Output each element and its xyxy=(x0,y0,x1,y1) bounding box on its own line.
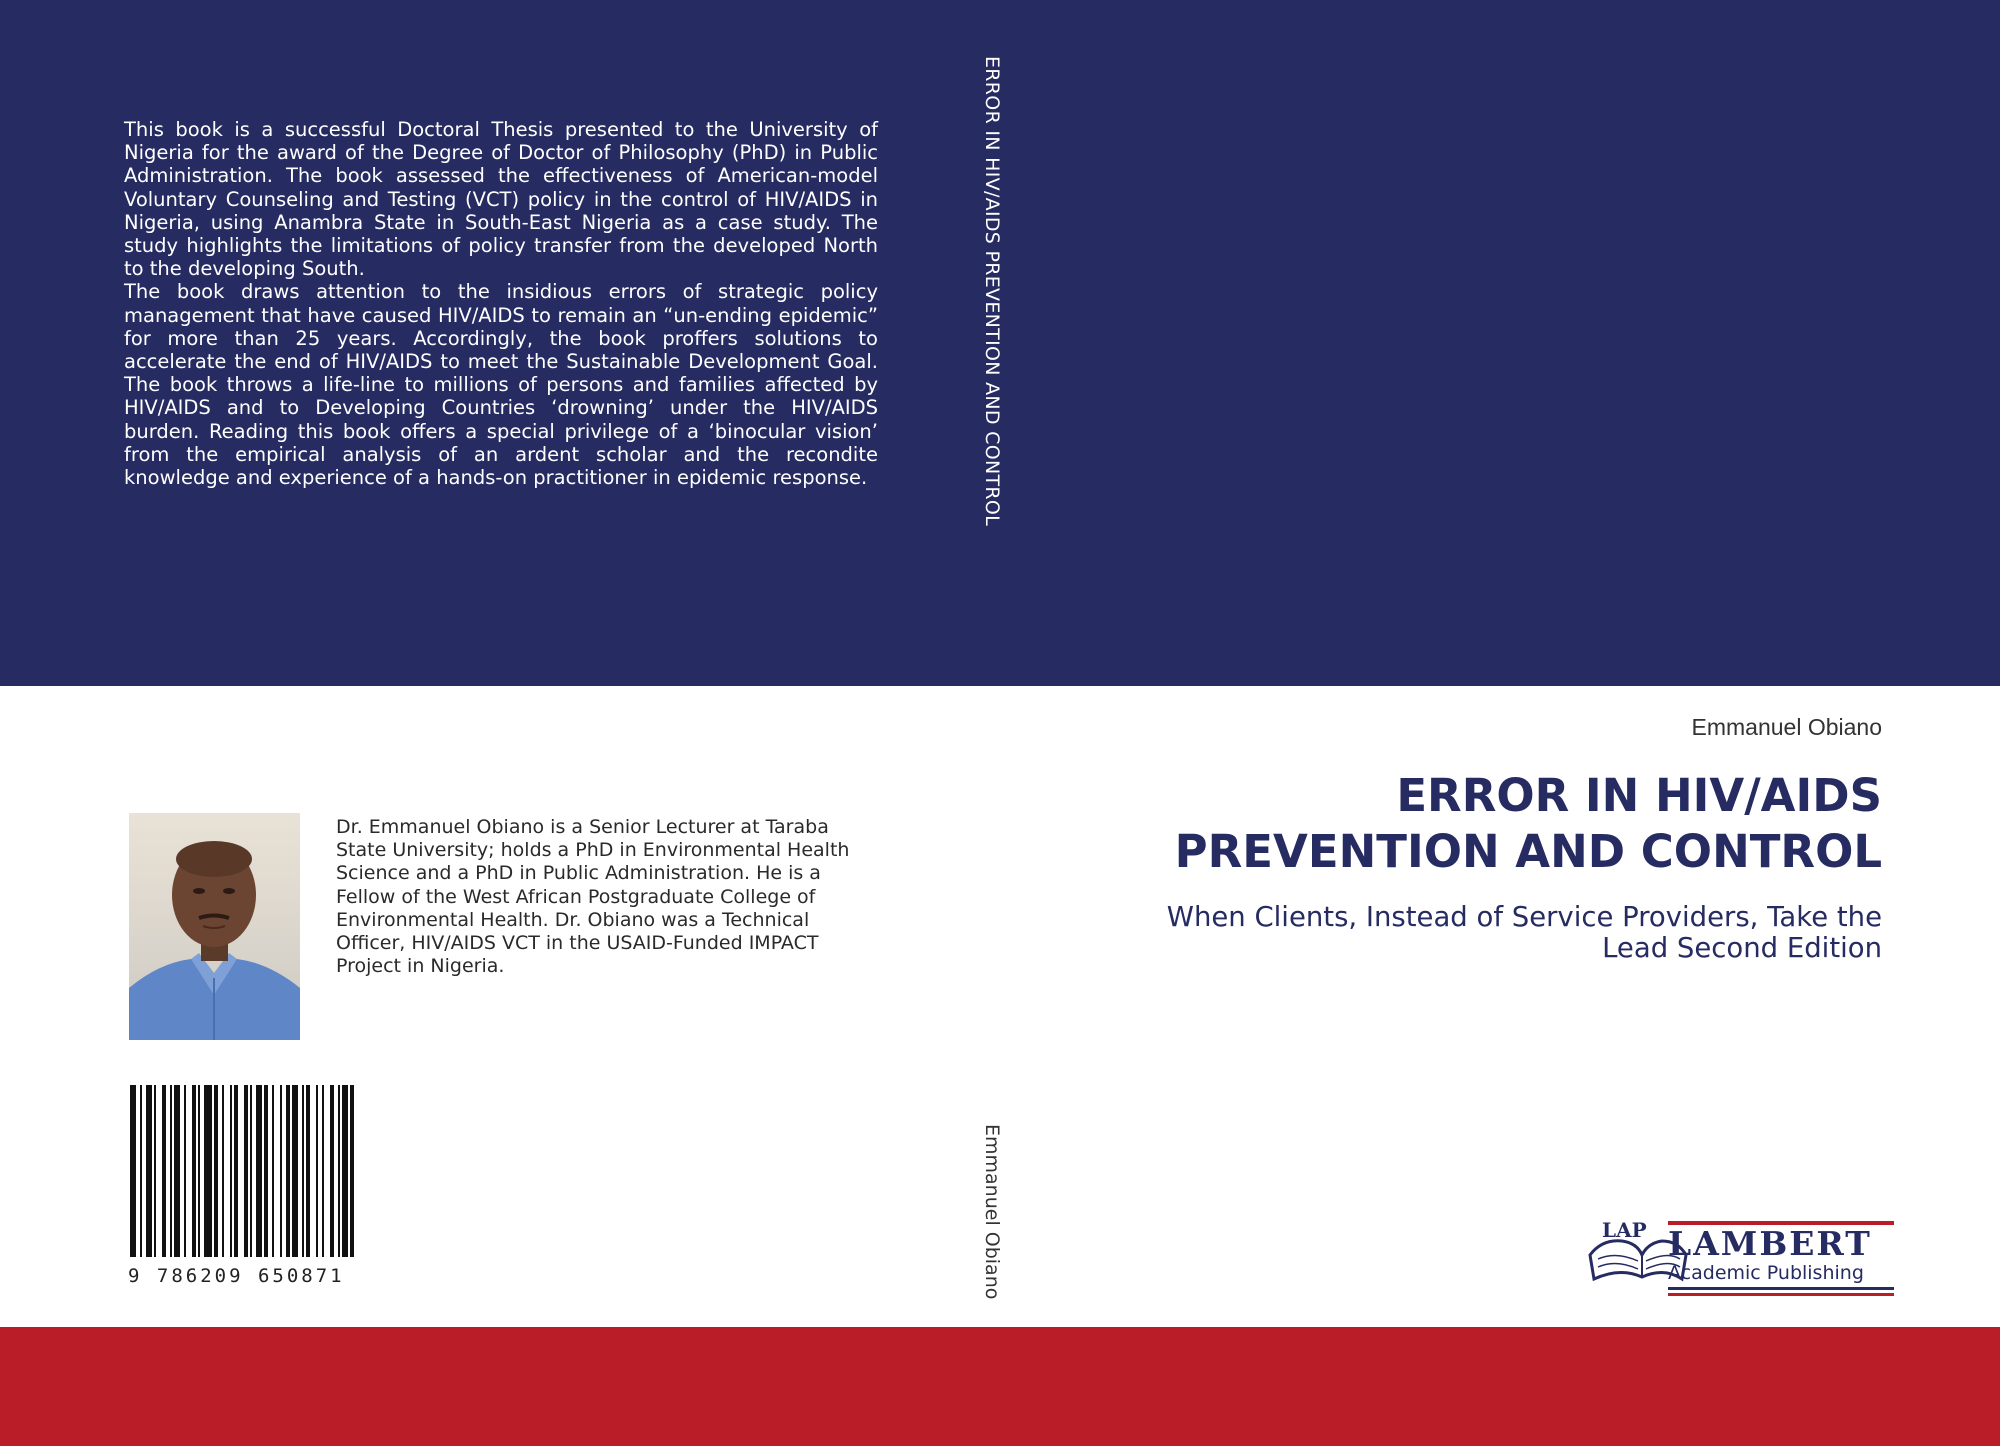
barcode-bar xyxy=(250,1085,252,1257)
back-cover-blurb xyxy=(124,118,878,489)
barcode-bar xyxy=(204,1085,212,1257)
barcode-bar xyxy=(198,1085,200,1257)
book-title xyxy=(1082,768,1882,880)
spine-author: Emmanuel Obiano xyxy=(981,1124,1003,1300)
barcode-bar xyxy=(222,1085,224,1257)
barcode-bar xyxy=(162,1085,166,1257)
book-subtitle-line-1: When Clients, Instead of Service Providers, Take the xyxy=(1166,901,1882,933)
barcode-bar xyxy=(286,1085,290,1257)
book-subtitle-line-2: Lead Second Edition xyxy=(1602,932,1882,964)
barcode-bar xyxy=(280,1085,282,1257)
bottom-red-band xyxy=(0,1327,2000,1446)
barcode-bar xyxy=(256,1085,262,1257)
barcode-bar xyxy=(130,1085,136,1257)
barcode-bar xyxy=(306,1085,310,1257)
publisher-tagline: Academic Publishing xyxy=(1668,1262,1864,1284)
barcode-bar xyxy=(146,1085,152,1257)
publisher-name: LAMBERT xyxy=(1668,1224,1872,1263)
book-subtitle xyxy=(1082,902,1882,964)
publisher-badge: LAP xyxy=(1602,1218,1647,1242)
barcode-icon xyxy=(128,1085,450,1285)
barcode-bar xyxy=(302,1085,304,1257)
barcode-bar xyxy=(338,1085,340,1257)
barcode-bar xyxy=(272,1085,274,1257)
author-bio: Dr. Emmanuel Obiano is a Senior Lecturer at Taraba State University; holds a PhD in Environmental Health Science and a PhD in Public Administration. He is a Fellow of the West African Postgraduate College of Environmental Health. Dr. Obiano was a Technical Officer, HIV/AIDS VCT in the USAID-Funded IMPACT Project in Nigeria. xyxy=(336,816,850,978)
barcode-bar xyxy=(192,1085,196,1257)
barcode-bar xyxy=(292,1085,298,1257)
barcode-bar xyxy=(350,1085,354,1257)
isbn-barcode xyxy=(128,1085,450,1285)
barcode-bar xyxy=(184,1085,186,1257)
barcode-bar xyxy=(154,1085,156,1257)
barcode-bar xyxy=(322,1085,324,1257)
barcode-bar xyxy=(316,1085,318,1257)
author-photo xyxy=(129,813,300,1040)
author-portrait-icon xyxy=(129,813,300,1040)
book-title-line-2: PREVENTION AND CONTROL xyxy=(1174,825,1882,878)
barcode-bar xyxy=(244,1085,248,1257)
publisher-logo xyxy=(1582,1215,1894,1301)
blurb-paragraph-2: The book draws attention to the insidious errors of strategic policy management that have caused HIV/AIDS to remain an “un-ending epidemic” for more than 25 years. Accordingly, the book proffers solutions to accelerate the end of HIV/AIDS to meet the Sustainable Development Goal. The book throws a life-line to millions of persons and families affected by HIV/AIDS and to Developing Countries ‘drowning’ under the HIV/AIDS burden. Reading this book offers a special privilege of a ‘binocular vision’ from the empirical analysis of an ardent scholar and the recondite knowledge and experience of a hands-on practitioner in epidemic response. xyxy=(124,280,878,490)
book-title-line-1: ERROR IN HIV/AIDS xyxy=(1396,769,1882,822)
barcode-bar xyxy=(170,1085,172,1257)
barcode-bar xyxy=(264,1085,268,1257)
barcode-bar xyxy=(342,1085,348,1257)
barcode-bar xyxy=(140,1085,142,1257)
isbn-digits: 9 786209 650871 xyxy=(128,1265,345,1285)
barcode-bar xyxy=(214,1085,218,1257)
spine-title: ERROR IN HIV/AIDS PREVENTION AND CONTROL xyxy=(981,56,1003,527)
barcode-bar xyxy=(230,1085,232,1257)
front-author-name: Emmanuel Obiano xyxy=(1691,714,1882,740)
barcode-bar xyxy=(234,1085,238,1257)
blurb-paragraph-1: This book is a successful Doctoral Thesis presented to the University of Nigeria for the award of the Degree of Doctor of Philosophy (PhD) in Public Administration. The book assessed the effectiveness of American-model Voluntary Counseling and Testing (VCT) policy in the control of HIV/AIDS in Nigeria, using Anambra State in South-East Nigeria as a case study. The study highlights the limitations of policy transfer from the developed North to the developing South. xyxy=(124,118,878,281)
open-book-icon xyxy=(1582,1215,1894,1301)
barcode-bar xyxy=(174,1085,180,1257)
barcode-bar xyxy=(330,1085,334,1257)
